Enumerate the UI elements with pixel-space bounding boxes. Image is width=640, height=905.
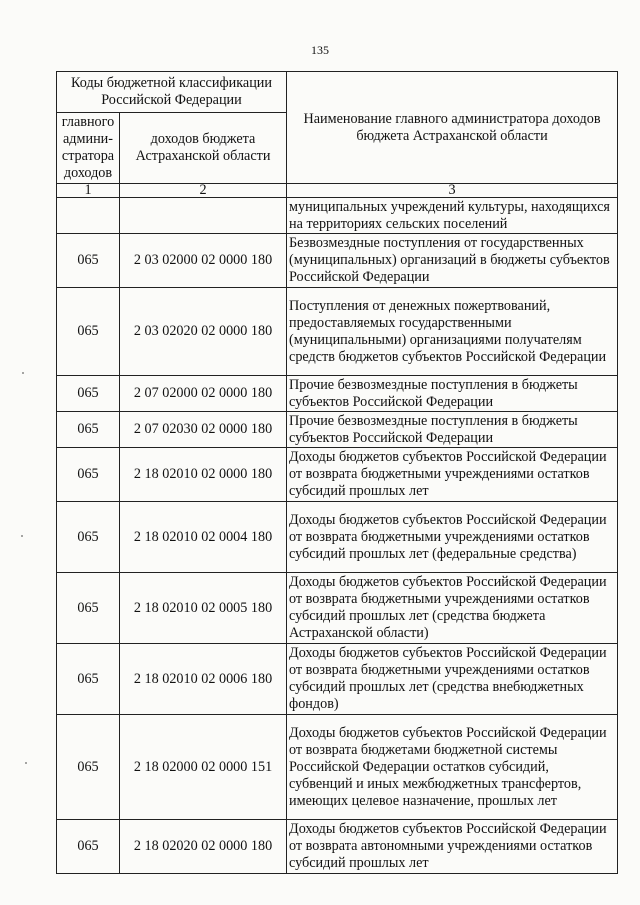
income-name-cell: Доходы бюджетов субъектов Российской Федерации от возврата бюджетами бюджетной системы Российской Федерации остатков субсидий, субвенций и иных межбюджетных трансфертов, имеющих целевое назначение, прошлых лет — [287, 715, 618, 820]
table-row — [57, 412, 618, 448]
header-income-code: доходов бюджета Астраханской области — [120, 113, 287, 184]
admin-code-cell — [57, 198, 120, 234]
income-code-cell: 2 18 02010 02 0004 180 — [120, 502, 287, 573]
income-name-cell: Доходы бюджетов субъектов Российской Федерации от возврата бюджетными учреждениями остатков субсидий прошлых лет (федеральные средства) — [287, 502, 618, 573]
income-name-cell: Поступления от денежных пожертвований, предоставляемых государственными (муниципальными) организациями получателям средств бюджетов субъектов Российской Федерации — [287, 288, 618, 376]
income-name-cell: муниципальных учреждений культуры, находящихся на территориях сельских поселений — [287, 198, 618, 234]
table-row — [57, 502, 618, 573]
income-code-cell: 2 18 02010 02 0005 180 — [120, 573, 287, 644]
admin-code-cell: 065 — [57, 644, 120, 715]
income-code-cell: 2 18 02000 02 0000 151 — [120, 715, 287, 820]
table-row — [57, 820, 618, 874]
admin-code-cell: 065 — [57, 573, 120, 644]
scan-speck — [21, 535, 23, 537]
admin-code-cell: 065 — [57, 234, 120, 288]
income-name-cell: Прочие безвозмездные поступления в бюджеты субъектов Российской Федерации — [287, 412, 618, 448]
income-name-cell: Доходы бюджетов субъектов Российской Федерации от возврата бюджетными учреждениями остатков субсидий прошлых лет — [287, 448, 618, 502]
income-code-cell: 2 18 02010 02 0006 180 — [120, 644, 287, 715]
income-code-cell: 2 07 02030 02 0000 180 — [120, 412, 287, 448]
table-row — [57, 448, 618, 502]
income-name-cell: Доходы бюджетов субъектов Российской Федерации от возврата бюджетными учреждениями остатков субсидий прошлых лет (средства бюджета Астраханской области) — [287, 573, 618, 644]
income-name-cell: Доходы бюджетов субъектов Российской Федерации от возврата бюджетными учреждениями остатков субсидий прошлых лет (средства внебюджетных фондов) — [287, 644, 618, 715]
income-code-cell — [120, 198, 287, 234]
income-code-cell: 2 18 02010 02 0000 180 — [120, 448, 287, 502]
budget-classification-table — [56, 71, 618, 874]
table-row — [57, 198, 618, 234]
scan-speck — [22, 372, 24, 374]
column-number-1: 1 — [57, 184, 120, 198]
header-codes-group: Коды бюджетной классификации Российской Федерации — [57, 72, 287, 113]
table-row — [57, 288, 618, 376]
scan-speck — [25, 762, 27, 764]
table-row — [57, 715, 618, 820]
column-number-2: 2 — [120, 184, 287, 198]
admin-code-cell: 065 — [57, 820, 120, 874]
table-row — [57, 644, 618, 715]
header-administrator-name: Наименование главного администратора доходов бюджета Астраханской области — [287, 72, 618, 184]
admin-code-cell: 065 — [57, 715, 120, 820]
table-row — [57, 573, 618, 644]
admin-code-cell: 065 — [57, 288, 120, 376]
income-code-cell: 2 03 02020 02 0000 180 — [120, 288, 287, 376]
income-code-cell: 2 07 02000 02 0000 180 — [120, 376, 287, 412]
admin-code-cell: 065 — [57, 376, 120, 412]
admin-code-cell: 065 — [57, 412, 120, 448]
income-code-cell: 2 18 02020 02 0000 180 — [120, 820, 287, 874]
income-name-cell: Доходы бюджетов субъектов Российской Федерации от возврата автономными учреждениями остатков субсидий прошлых лет — [287, 820, 618, 874]
header-admin-code: главного админи-стратора доходов — [57, 113, 120, 184]
admin-code-cell: 065 — [57, 502, 120, 573]
table-row — [57, 234, 618, 288]
income-name-cell: Безвозмездные поступления от государственных (муниципальных) организаций в бюджеты субъектов Российской Федерации — [287, 234, 618, 288]
page-number: 135 — [311, 43, 329, 57]
income-name-cell: Прочие безвозмездные поступления в бюджеты субъектов Российской Федерации — [287, 376, 618, 412]
admin-code-cell: 065 — [57, 448, 120, 502]
income-code-cell: 2 03 02000 02 0000 180 — [120, 234, 287, 288]
column-number-3: 3 — [287, 184, 618, 198]
table-row — [57, 376, 618, 412]
